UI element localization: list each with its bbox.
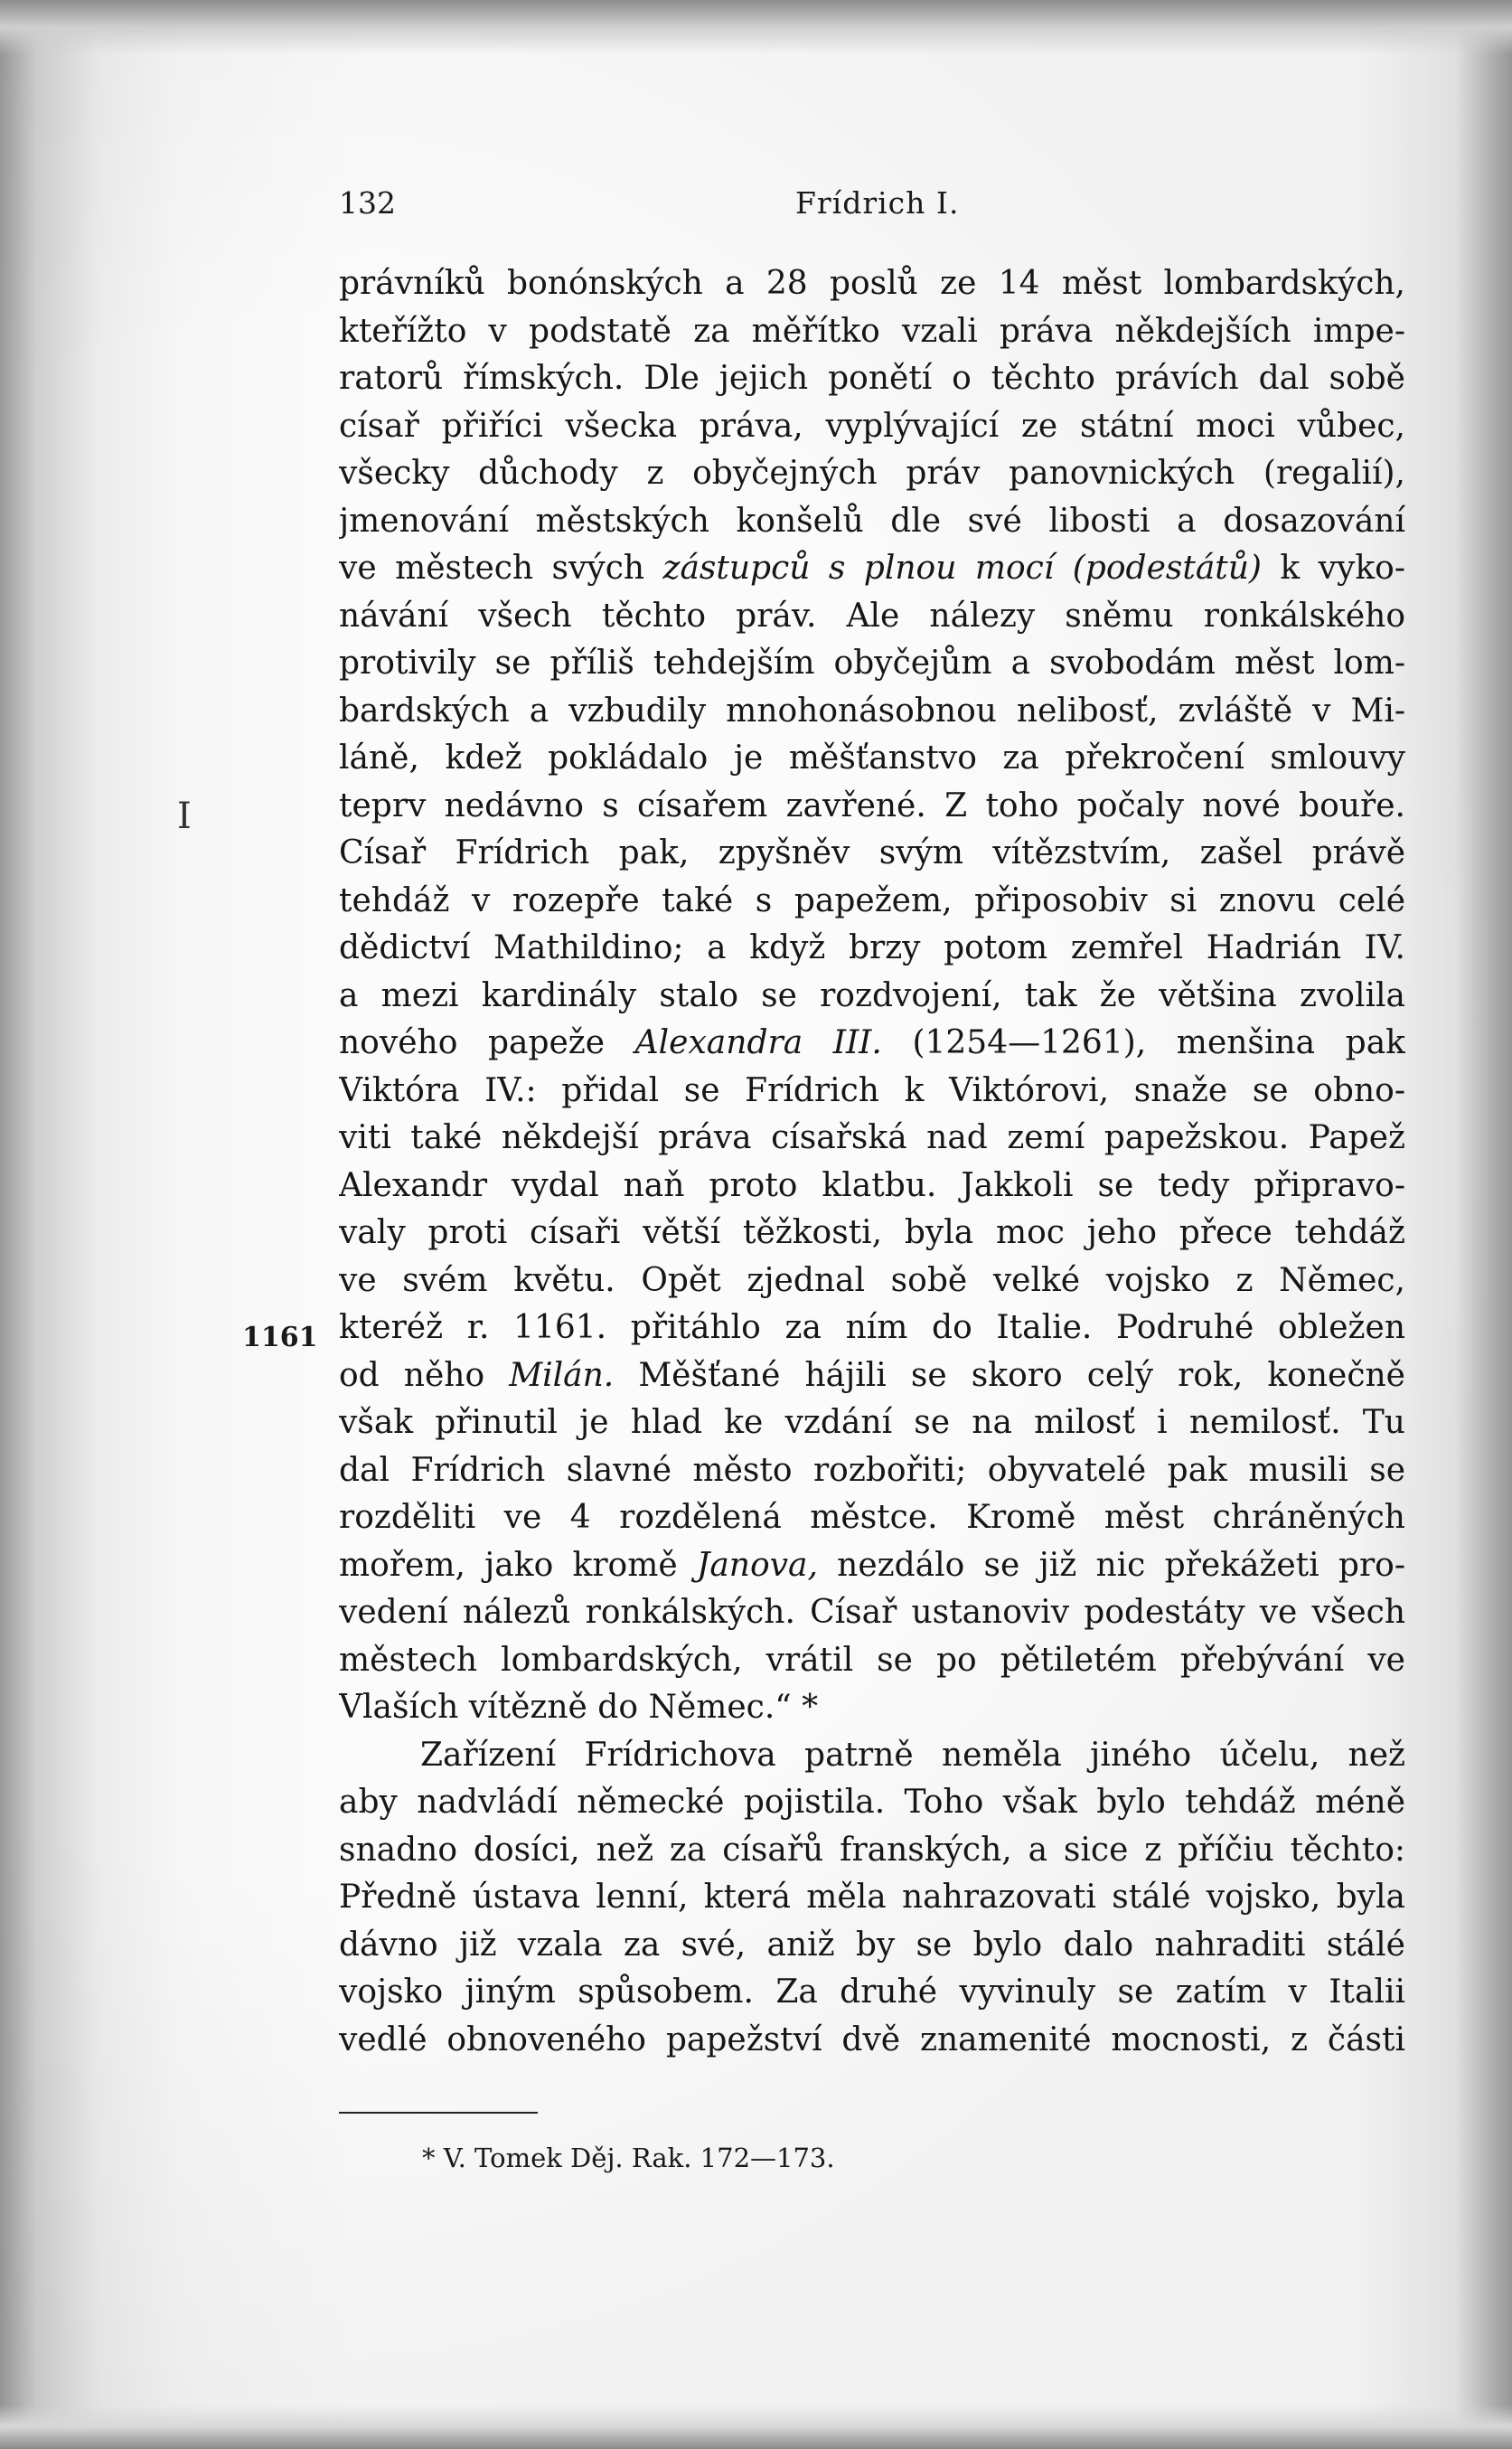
text-segment: mořem, jako kromě — [339, 1546, 697, 1584]
text-line: císař přiříci všecka práva, vyplývající ze státní moci vůbec, — [339, 407, 1405, 445]
text-line: teprv nedávno s císařem zavřené. Z toho počaly nové bouře. — [339, 787, 1405, 824]
text-line: vedení nálezů ronkálských. Císař ustanoviv podestáty ve všech — [339, 1594, 1405, 1631]
text-line: návání všech těchto práv. Ale nálezy sněmu ronkálského — [339, 597, 1405, 635]
text-line: městech lombardských, vrátil se po pětiletém přebývání ve — [339, 1641, 1405, 1679]
text-line: dědictví Mathildino; a když brzy potom zemřel Hadrián IV. — [339, 929, 1405, 966]
text-line: dávno již vzala za své, aniž by se bylo dalo nahraditi stálé — [339, 1926, 1405, 1964]
text-segment: nového papeže — [339, 1024, 635, 1061]
text-line: kteřížto v podstatě za měřítko vzali práva někdejších impe- — [339, 312, 1405, 350]
text-line: všecky důchody z obyčejných práv panovnických (regalií), — [339, 455, 1405, 492]
italic-segment: zástupců s plnou mocí (podestátů) — [662, 550, 1262, 587]
text-segment: ve městech svých — [339, 550, 663, 587]
text-segment: od něho — [339, 1356, 510, 1394]
page-top-edge — [0, 0, 1512, 54]
text-line: Alexandr vydal naň proto klatbu. Jakkoli se tedy připravo- — [339, 1166, 1405, 1204]
page-bottom-edge — [0, 2405, 1512, 2449]
text-line: ve svém květu. Opět zjednal sobě velké vojsko z Němec, — [339, 1261, 1405, 1299]
body-text — [339, 260, 1405, 2064]
text-line — [339, 545, 1405, 593]
text-line: viti také někdejší práva císařská nad zemí papežskou. Papež — [339, 1119, 1405, 1156]
paragraph-last-line: Vlaších vítězně do Němec.“ * — [339, 1689, 819, 1726]
text-line: však přinutil je hlad ke vzdání se na milosť i nemilosť. Tu — [339, 1404, 1405, 1441]
margin-mark: I — [177, 796, 192, 837]
text-line: protivily se příliš tehdejším obyčejům a svobodám měst lom- — [339, 645, 1405, 682]
text-line: právníků bonónských a 28 poslů ze 14 měst lombardských, — [339, 265, 1405, 302]
text-line: vedlé obnoveného papežství dvě znamenité mocnosti, z části — [339, 2020, 1405, 2058]
text-line: rozděliti ve 4 rozdělená městce. Kromě měst chráněných — [339, 1499, 1405, 1536]
margin-year-note: 1161 — [242, 1322, 318, 1353]
running-title: Frídrich I. — [795, 185, 960, 221]
text-line: ratorů římských. Dle jejich ponětí o těchto právích dal sobě — [339, 360, 1405, 397]
text-line: valy proti císaři větší těžkosti, byla moc jeho přece tehdáž — [339, 1214, 1405, 1251]
footnote-rule — [339, 2112, 538, 2114]
page-number: 132 — [339, 185, 396, 221]
page-header — [339, 185, 1405, 231]
text-line — [339, 1020, 1405, 1068]
text-line: aby nadvládí německé pojistila. Toho však bylo tehdáž méně — [339, 1784, 1405, 1821]
paragraph-first-line: Zařízení Frídrichova patrně neměla jiného účelu, než — [420, 1736, 1405, 1774]
text-segment: (1254—1261), menšina pak — [881, 1024, 1405, 1061]
text-segment: nezdálo se již nic překážeti pro- — [817, 1546, 1405, 1584]
italic-segment: Alexandra III. — [634, 1024, 882, 1061]
text-line: bardských a vzbudily mnohonásobnou nelibosť, zvláště v Mi- — [339, 692, 1405, 730]
text-line: snadno dosíci, než za císařů franských, a sice z příčiu těchto: — [339, 1831, 1405, 1869]
text-segment: k vyko- — [1261, 550, 1405, 587]
text-line: jmenování městských konšelů dle své libosti a dosazování — [339, 502, 1405, 540]
text-segment: Měšťané hájili se skoro celý rok, konečně — [614, 1356, 1405, 1394]
text-line: Císař Frídrich pak, zpyšněv svým vítězstvím, zašel právě — [339, 834, 1405, 871]
text-line — [339, 1542, 1405, 1590]
text-line: dal Frídrich slavné město rozbořiti; obyvatelé pak musili se — [339, 1451, 1405, 1489]
text-line: Předně ústava lenní, která měla nahrazovati stálé vojsko, byla — [339, 1879, 1405, 1916]
text-line: láně, kdež pokládalo je měšťanstvo za překročení smlouvy — [339, 739, 1405, 777]
italic-segment: Janova, — [696, 1546, 818, 1584]
text-line: kteréž r. 1161. přitáhlo za ním do Italie. Podruhé obležen — [339, 1309, 1405, 1346]
italic-segment: Milán. — [509, 1356, 615, 1394]
text-line — [339, 1352, 1405, 1400]
text-line: Viktóra IV.: přidal se Frídrich k Viktórovi, snaže se obno- — [339, 1071, 1405, 1109]
text-line: tehdáž v rozepře také s papežem, připosobiv si znovu celé — [339, 881, 1405, 919]
footnote: * V. Tomek Děj. Rak. 172—173. — [422, 2143, 835, 2173]
text-line: vojsko jiným spůsobem. Za druhé vyvinuly se zatím v Italii — [339, 1973, 1405, 2011]
text-line: a mezi kardinály stalo se rozdvojení, tak že většina zvolila — [339, 976, 1405, 1014]
